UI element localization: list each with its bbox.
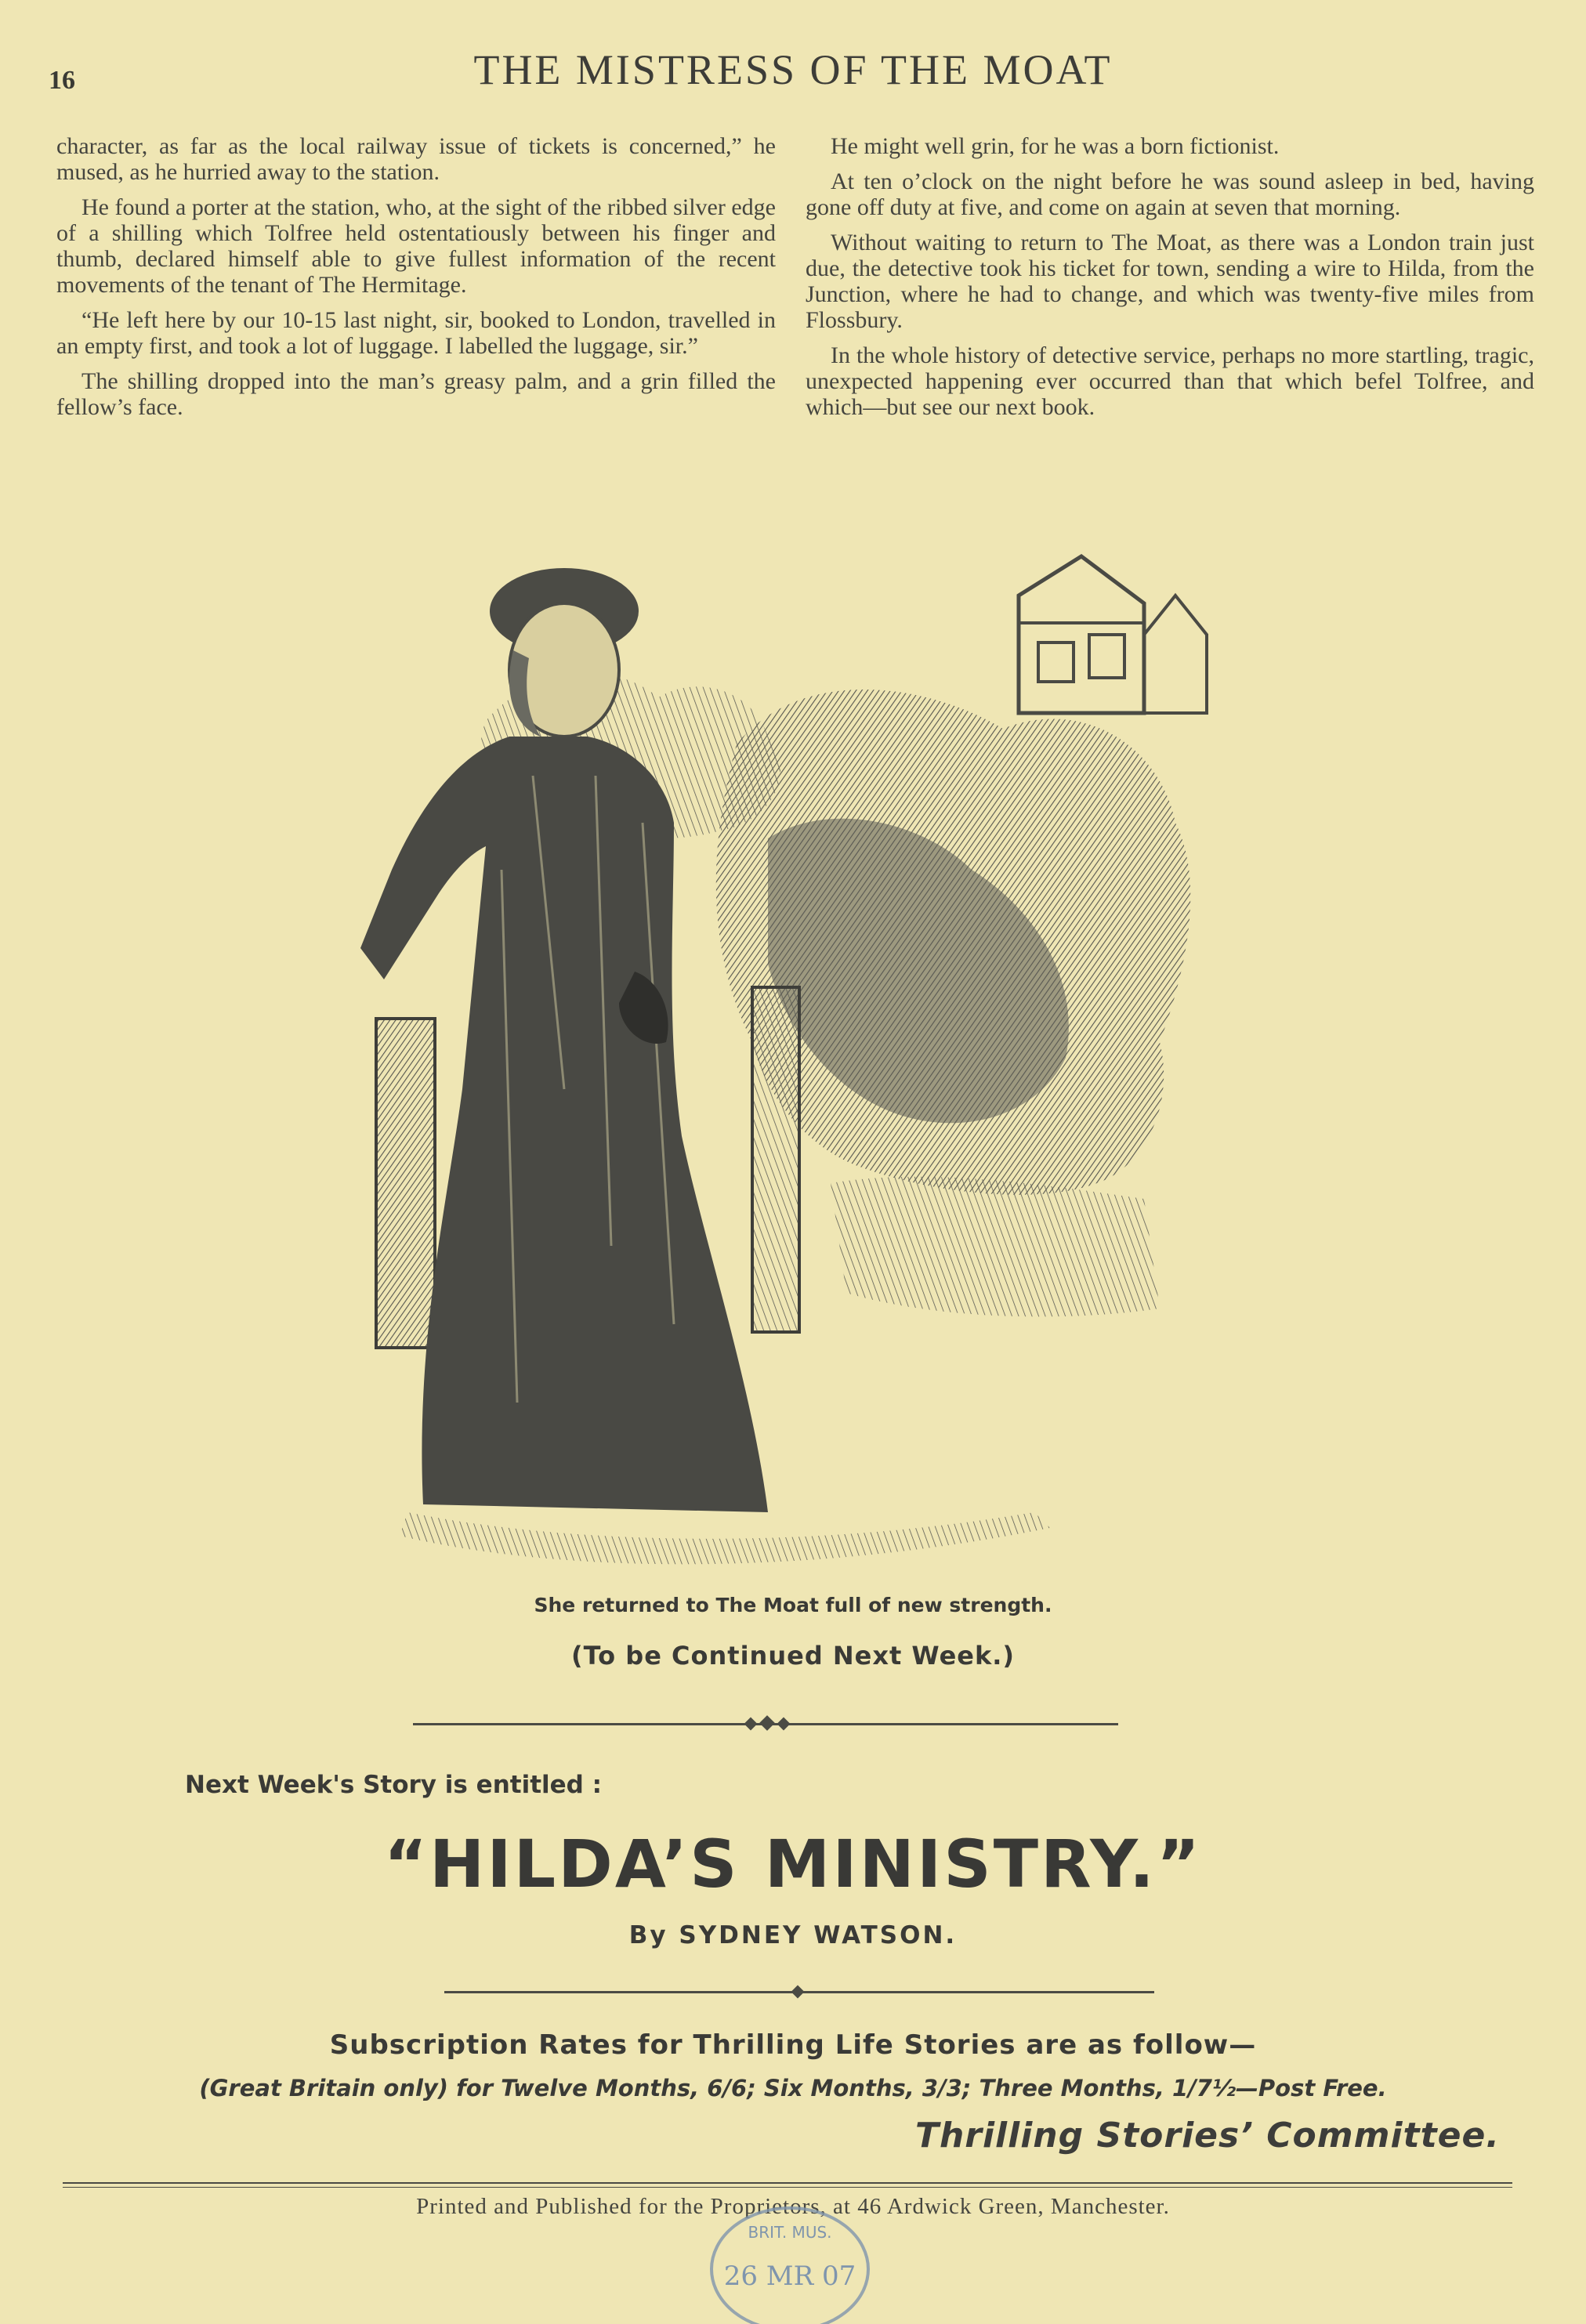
paragraph: In the whole history of detective service, perhaps no more startling, tragic, unexpected happening ever occurred than that which befel Tolfree, and which—but see our next book.	[806, 342, 1534, 420]
right-column	[806, 133, 1534, 429]
next-story-title: “HILDA’S MINISTRY.”	[383, 1826, 1203, 1902]
paragraph: He might well grin, for he was a born fictionist.	[831, 133, 1280, 159]
paragraph: Without waiting to return to The Moat, as there was a London train just due, the detective took his ticket for town, sending a wire to Hilda, from the Junction, where he had to change, and which was twenty-five miles from Flossbury.	[806, 230, 1534, 333]
library-stamp	[704, 2191, 876, 2324]
paragraph: “He left here by our 10-15 last night, sir, booked to London, travelled in an empty first, and took a lot of luggage. I labelled the luggage, sir.”	[56, 307, 776, 359]
subscription-rates: (Great Britain only) for Twelve Months, 6/6; Six Months, 3/3; Three Months, 1/7½—Post Free.	[199, 2075, 1387, 2101]
stamp-text: BRIT. MUS.	[748, 2223, 832, 2242]
publisher-imprint: Printed and Published for the Proprietors, at 46 Ardwick Green, Manchester.	[416, 2194, 1170, 2219]
stamp-date: 26 MR 07	[723, 2261, 856, 2292]
paragraph: The shilling dropped into the man’s greasy palm, and a grin filled the fellow’s face.	[56, 368, 776, 420]
illustration-caption: She returned to The Moat full of new strength.	[534, 1594, 1052, 1616]
continued-notice: (To be Continued Next Week.)	[570, 1641, 1016, 1671]
rule-ornament-icon	[777, 1718, 791, 1731]
footer-rule	[63, 2187, 1512, 2188]
engraving-illustration	[329, 541, 1269, 1598]
rule-ornament-icon	[791, 1986, 805, 1999]
rule-ornament-icon	[744, 1718, 758, 1731]
paragraph: He found a porter at the station, who, at the sight of the ribbed silver edge of a shilling which Tolfree held ostentatiously between his finger and thumb, declared himself able to give fullest information of the recent movements of the tenant of The Hermitage.	[56, 194, 776, 298]
next-week-intro: Next Week's Story is entitled :	[185, 1771, 603, 1799]
footer-rule	[63, 2182, 1512, 2184]
subscription-heading: Subscription Rates for Thrilling Life Stories are as follow—	[329, 2029, 1257, 2061]
rule-ornament-icon	[759, 1715, 775, 1731]
next-story-byline: By SYDNEY WATSON.	[628, 1921, 958, 1949]
running-title: THE MISTRESS OF THE MOAT	[473, 46, 1113, 93]
left-column	[56, 133, 776, 429]
paragraph: character, as far as the local railway issue of tickets is concerned,” he mused, as he hurried away to the station.	[56, 133, 776, 185]
signature-committee: Thrilling Stories’ Committee.	[914, 2116, 1500, 2156]
paragraph: At ten o’clock on the night before he was sound asleep in bed, having gone off duty at five, and come on again at seven that morning.	[806, 168, 1534, 220]
page-number: 16	[49, 66, 75, 95]
cottage-drawing	[1019, 556, 1207, 713]
